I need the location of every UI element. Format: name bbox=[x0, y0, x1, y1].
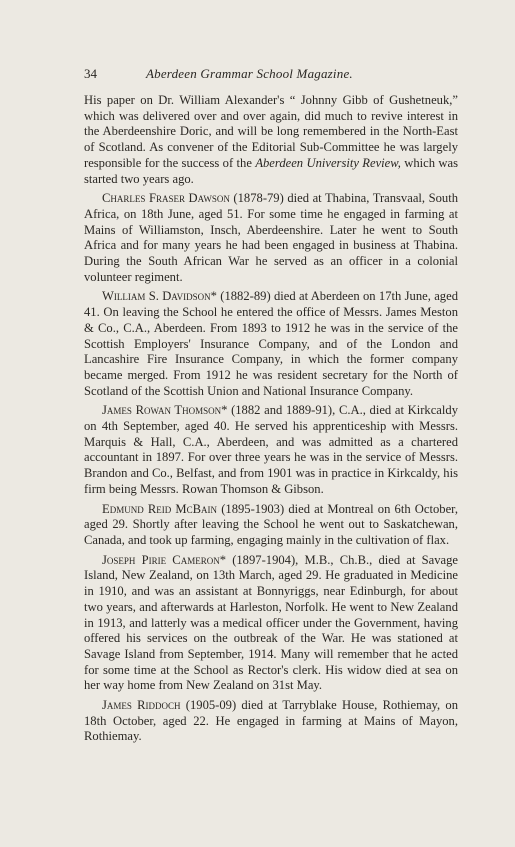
obituary-name: Charles Fraser Dawson bbox=[102, 191, 230, 206]
obituary-text: (1895-1903) died at Montreal on 6th October, aged 29. Shortly after leaving the School he went out to Saskatchewan, Canada, and took up farming, engaging mainly in the cultivation of flax. bbox=[84, 501, 458, 547]
obituary-name: Joseph Pirie Cameron* bbox=[102, 552, 226, 567]
body-text bbox=[84, 93, 458, 749]
page-header bbox=[84, 66, 460, 84]
obituary-name: James Rowan Thomson* bbox=[102, 403, 228, 418]
obituary-text: (1882-89) died at Aberdeen on 17th June, aged 41. On leaving the School he entered the office of Messrs. James Meston & Co., C.A., Aberdeen. From 1893 to 1912 he was in the service of the Scottish Employers' Insurance Company, and of the London and Lancashire Fire Insurance Company, in which the former company became merged. From 1912 he was resident secretary for the North of Scotland of the Scottish Union and National Insurance Company. bbox=[84, 289, 458, 398]
obituary-text: (1882 and 1889-91), C.A., died at Kirkcaldy on 4th September, aged 40. He served his apprenticeship with Messrs. Marquis & Hall, C.A., Aberdeen, and was admitted as a chartered accountant in 1897. For over three years he was in the service of Messrs. Brandon and Co., Belfast, and from 1901 was in practice in Kirkcaldy, his firm being Messrs. Rowan Thomson & Gibson. bbox=[84, 403, 458, 496]
obituary-name: William S. Davidson* bbox=[102, 289, 217, 304]
running-title: Aberdeen Grammar School Magazine. bbox=[146, 66, 353, 81]
intro-paragraph bbox=[84, 93, 458, 187]
intro-text-start: His paper on Dr. William Alexander's “ Johnny Gibb of Gushetneuk,” which was delivered over and over again, did much to revive interest in the Aberdeenshire Doric, and will be long remembered in the North-East of Scotland. As convener of the Editorial Sub-Committee he was largely responsible for the success of the bbox=[84, 93, 458, 170]
obituary-name: Edmund Reid McBain bbox=[102, 501, 218, 516]
obituary-text: (1905-09) died at Tarryblake House, Rothiemay, on 18th October, aged 22. He engaged in farming at Mains of Mayon, Rothiemay. bbox=[84, 698, 458, 744]
obituary-entry bbox=[84, 403, 458, 497]
obituary-entry bbox=[84, 553, 458, 694]
obituary-text: (1897-1904), M.B., Ch.B., died at Savage Island, New Zealand, on 13th March, aged 29. He graduated in Medicine in 1910, and was an assistant at Bonnyriggs, near Edinburgh, for about two years, and afterwards at Harleston, Norfolk. He went to New Zealand in 1913, and latterly was a medical officer under the Government, having offered his services on the outbreak of the War. He was stationed at Savage Island from September, 1914. Many will remember that he acted for some time at the School as Rector's clerk. His widow died at sea on her way home from New Zealand on 31st May. bbox=[84, 552, 458, 693]
obituary-entry bbox=[84, 698, 458, 745]
page-number: 34 bbox=[84, 66, 97, 81]
obituary-name: James Riddoch bbox=[102, 698, 181, 713]
obituary-entry bbox=[84, 289, 458, 399]
obituary-entry bbox=[84, 502, 458, 549]
obituary-text: (1878-79) died at Thabina, Transvaal, South Africa, on 18th June, aged 51. For some time he engaged in farming at Mains of Williamston, Insch, Aberdeenshire. Later he went to South Africa and for many years he had been engaged in business at Thabina. During the South African War he served as an officer in a colonial volunteer regiment. bbox=[84, 191, 458, 284]
obituary-entry bbox=[84, 191, 458, 285]
intro-text-end: which was started two years ago. bbox=[84, 155, 458, 186]
intro-italic-title: Aberdeen University Review, bbox=[255, 155, 401, 170]
